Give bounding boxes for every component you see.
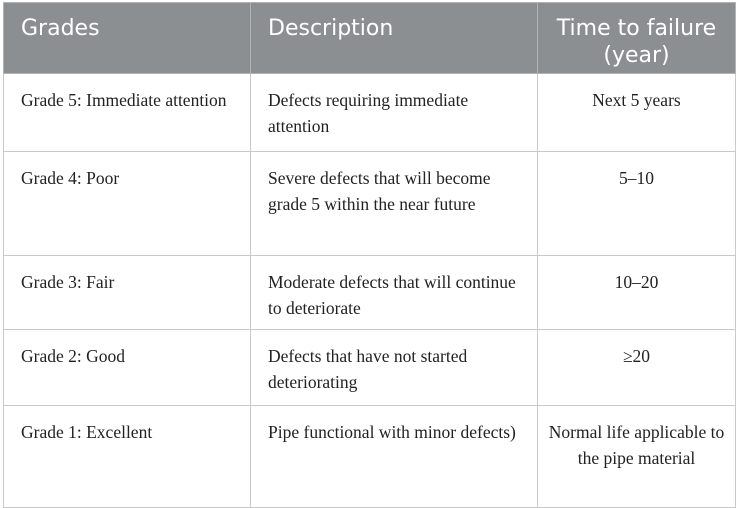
description-cell: Severe defects that will become grade 5 within the near future — [251, 152, 538, 256]
grade-cell: Grade 4: Poor — [4, 152, 251, 256]
grade-cell: Grade 2: Good — [4, 330, 251, 406]
header-grades: Grades — [4, 3, 251, 74]
grade-cell: Grade 1: Excellent — [4, 406, 251, 508]
description-cell: Moderate defects that will continue to deteriorate — [251, 256, 538, 330]
time-cell: 5–10 — [538, 152, 736, 256]
table-row — [4, 152, 736, 256]
header-row — [4, 3, 736, 74]
grade-cell: Grade 5: Immediate attention — [4, 74, 251, 152]
description-cell: Defects that have not started deteriorating — [251, 330, 538, 406]
time-cell: Normal life applicable to the pipe material — [538, 406, 736, 508]
table-row — [4, 330, 736, 406]
time-cell: Next 5 years — [538, 74, 736, 152]
time-cell: 10–20 — [538, 256, 736, 330]
table-row — [4, 406, 736, 508]
table-row — [4, 256, 736, 330]
description-cell: Pipe functional with minor defects) — [251, 406, 538, 508]
table-row — [4, 74, 736, 152]
description-cell: Defects requiring immediate attention — [251, 74, 538, 152]
grade-cell: Grade 3: Fair — [4, 256, 251, 330]
grades-table — [3, 2, 736, 508]
header-description: Description — [251, 3, 538, 74]
time-cell: ≥20 — [538, 330, 736, 406]
header-time-to-failure: Time to failure (year) — [538, 3, 736, 74]
